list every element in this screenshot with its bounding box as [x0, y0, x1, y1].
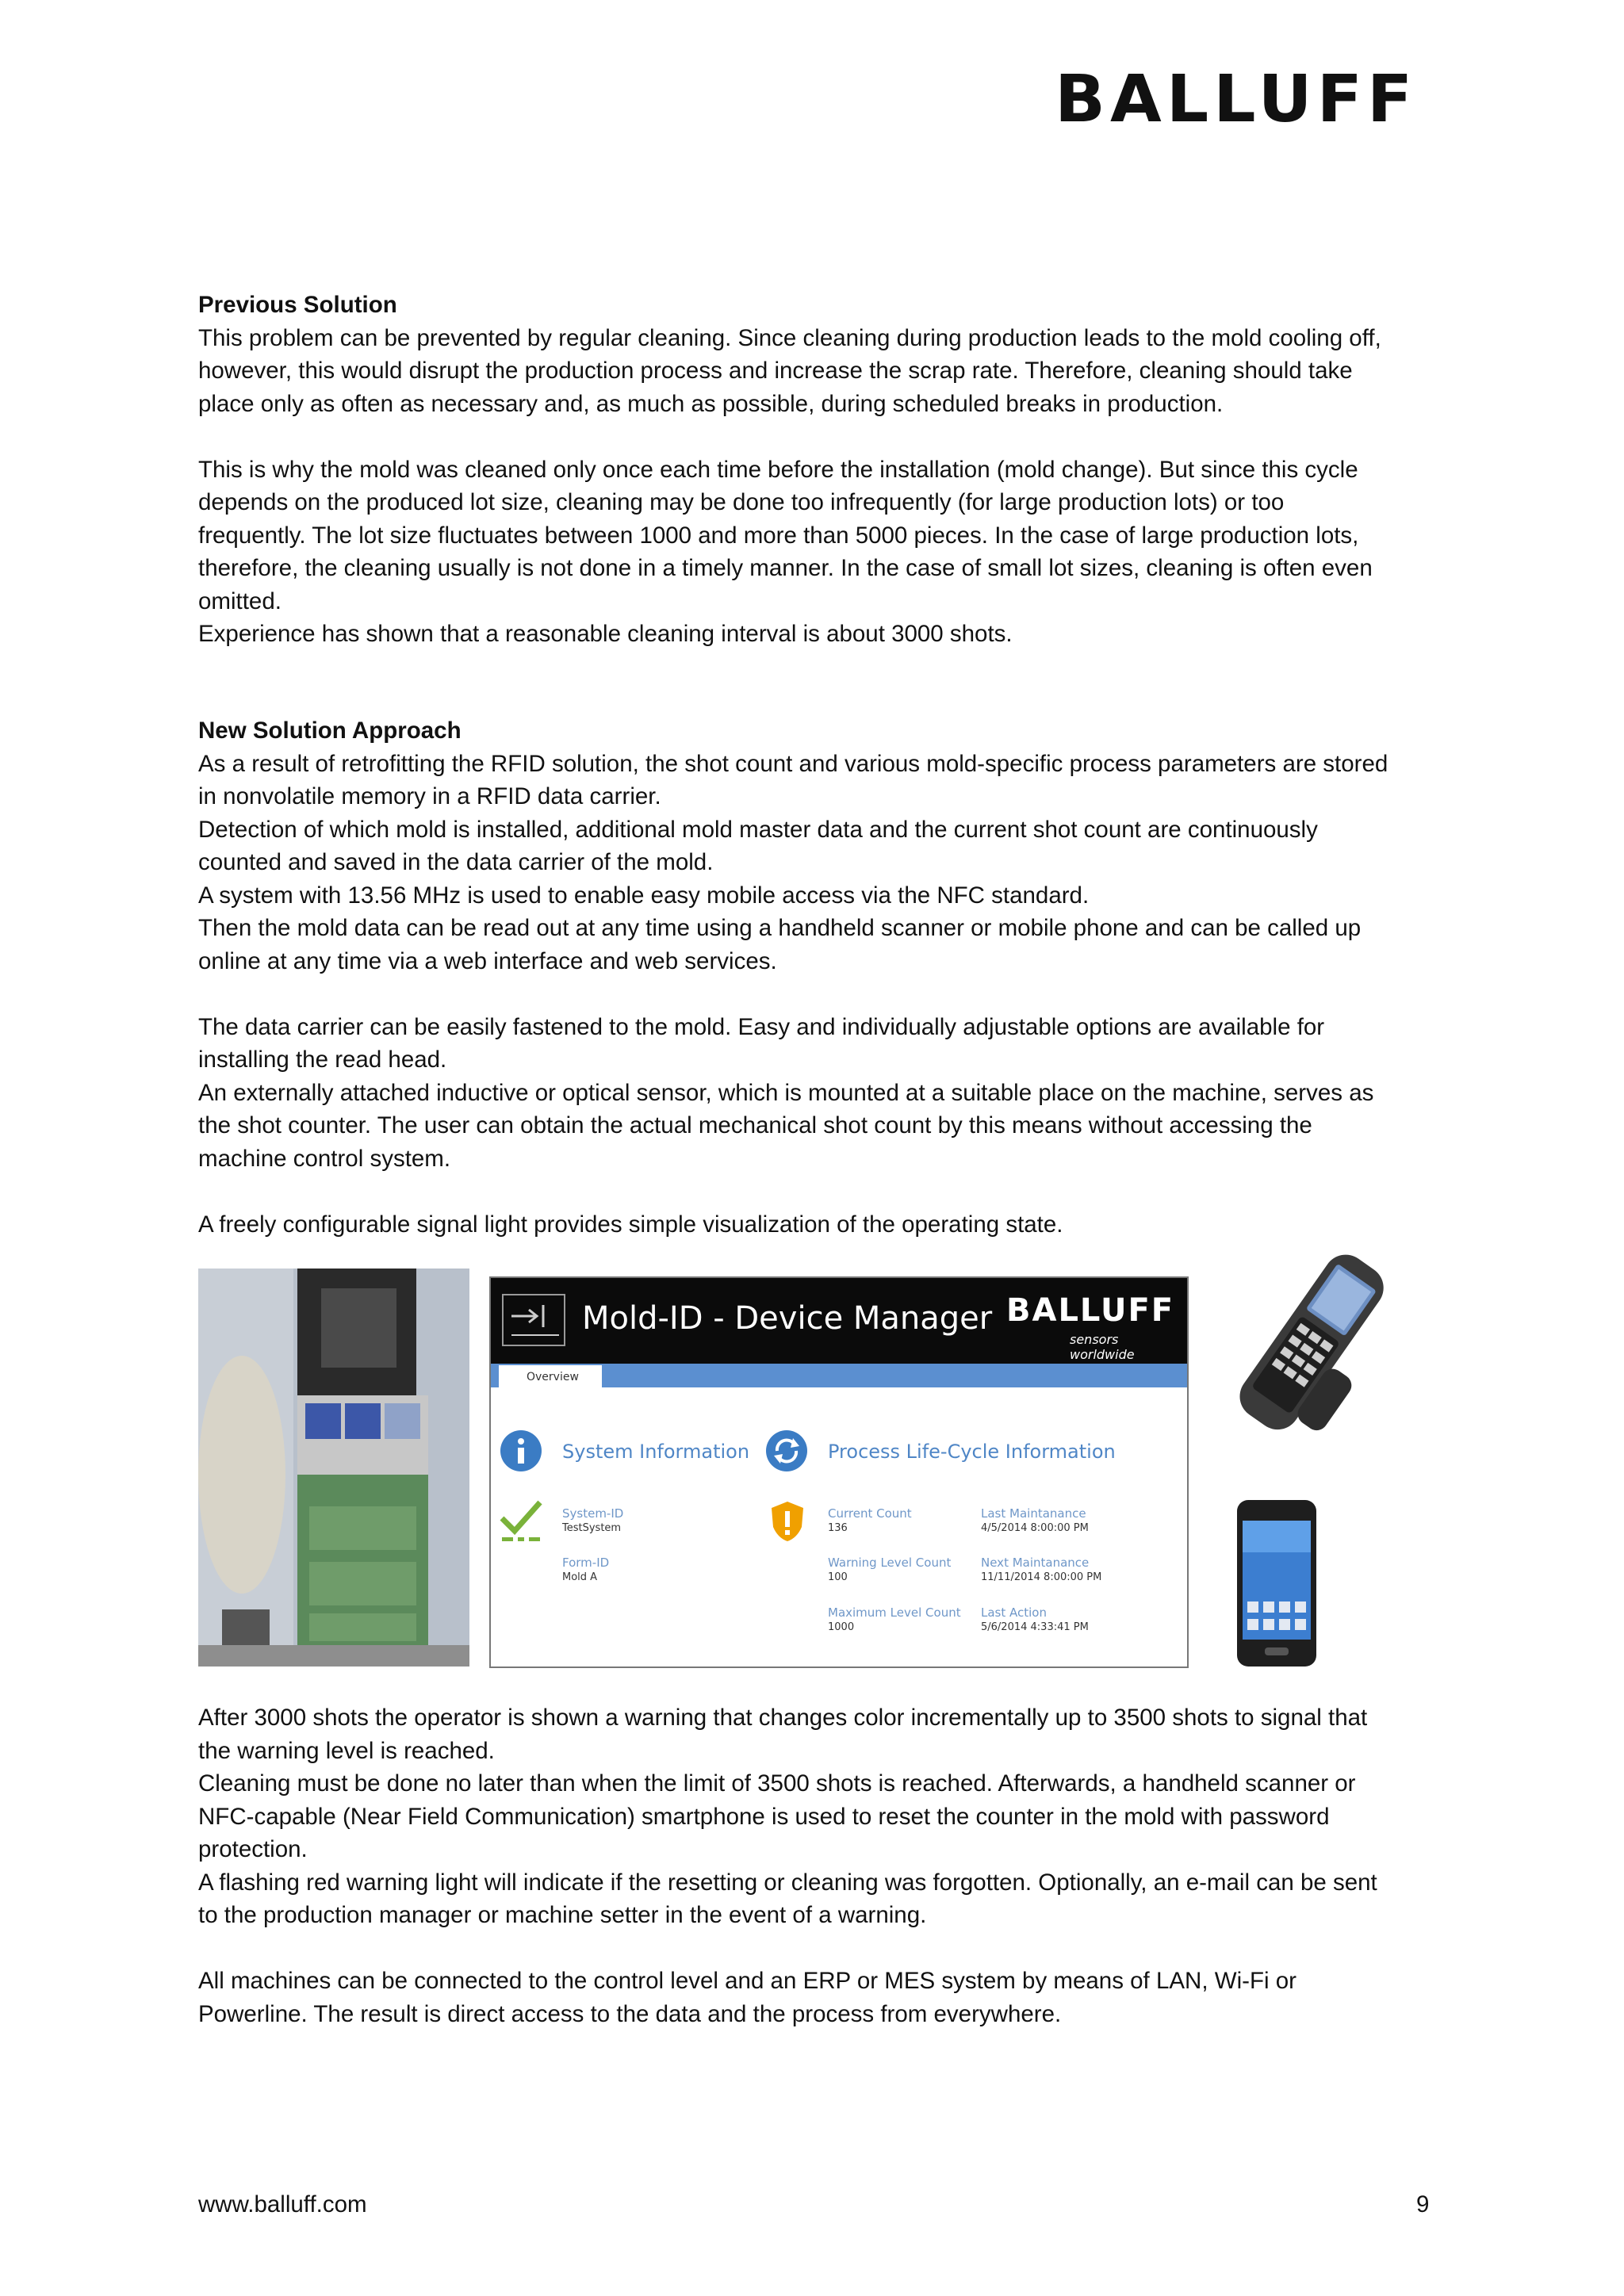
text-line: After 3000 shots the operator is shown a warning that changes color incrementally up to 3500 shots to signal that [198, 1705, 1368, 1731]
next-maintenance-value: 11/11/2014 8:00:00 PM [981, 1571, 1102, 1583]
text-line: protection. [198, 1836, 308, 1862]
dm-title: Mold-ID - Device Manager [582, 1300, 993, 1337]
text-line: place only as often as necessary and, as much as possible, during scheduled breaks in production. [198, 390, 1224, 417]
text-line: frequently. The lot size fluctuates between 1000 and more than 5000 pieces. In the case of large production lots, [198, 522, 1359, 549]
text-line: the warning level is reached. [198, 1737, 495, 1764]
text-line: installing the read head. [198, 1047, 447, 1073]
footer-url: www.balluff.com [198, 2191, 367, 2218]
warning-level-label: Warning Level Count [828, 1556, 952, 1570]
text-line: to the production manager or machine setter in the event of a warning. [198, 1902, 927, 1928]
text-line: This problem can be prevented by regular cleaning. Since cleaning during production leads to the mold cooling off, [198, 324, 1381, 351]
text-line: therefore, the cleaning usually is not done in a timely manner. In the case of small lot sizes, cleaning is often even [198, 555, 1373, 581]
paragraph [198, 322, 1459, 421]
device-manager-screenshot [489, 1276, 1189, 1668]
text-line: The data carrier can be easily fastened to the mold. Easy and individually adjustable options are available for [198, 1013, 1325, 1040]
paragraph [198, 748, 1459, 978]
text-line: Then the mold data can be read out at any time using a handheld scanner or mobile phone and can be called up [198, 915, 1362, 941]
handheld-scanner-photo [1205, 1237, 1411, 1443]
text-line: counted and saved in the data carrier of the mold. [198, 849, 714, 875]
max-level-value: 1000 [828, 1621, 855, 1633]
tab-overview[interactable]: Overview [499, 1365, 602, 1389]
section-heading: New Solution Approach [198, 718, 462, 744]
text-line: A system with 13.56 MHz is used to enable easy mobile access via the NFC standard. [198, 882, 1090, 909]
text-line: NFC-capable (Near Field Communication) smartphone is used to reset the counter in the mold with password [198, 1803, 1330, 1830]
text-line: An externally attached inductive or optical sensor, which is mounted at a suitable place on the machine, serves as [198, 1079, 1374, 1106]
machine-photo [198, 1269, 469, 1667]
last-maintenance-value: 4/5/2014 8:00:00 PM [981, 1522, 1089, 1534]
paragraph [198, 1965, 1459, 2030]
form-id-value: Mold A [562, 1571, 598, 1583]
text-line: online at any time via a web interface and web services. [198, 947, 777, 974]
form-id-label: Form-ID [562, 1556, 610, 1570]
current-count-value: 136 [828, 1522, 848, 1534]
current-count-label: Current Count [828, 1506, 912, 1521]
text-line: the shot counter. The user can obtain the actual mechanical shot count by this means without accessing the [198, 1112, 1312, 1138]
system-info-title: System Information [562, 1441, 750, 1463]
text-line: A freely configurable signal light provides simple visualization of the operating state. [198, 1211, 1063, 1238]
page-number: 9 [1416, 2191, 1430, 2218]
system-id-value: TestSystem [562, 1522, 622, 1534]
device-arrow-icon [502, 1294, 565, 1346]
text-line: omitted. [198, 587, 282, 614]
text-line: All machines can be connected to the control level and an ERP or MES system by means of LAN, Wi-Fi or [198, 1968, 1297, 1994]
text-line: Cleaning must be done no later than when the limit of 3500 shots is reached. Afterwards, a handheld scanner or [198, 1770, 1356, 1797]
next-maintenance-label: Next Maintanance [981, 1556, 1090, 1570]
smartphone-photo [1233, 1498, 1320, 1669]
text-line: Detection of which mold is installed, additional mold master data and the current shot count are continuously [198, 816, 1318, 843]
paragraph [198, 1208, 1459, 1242]
text-line: Experience has shown that a reasonable cleaning interval is about 3000 shots. [198, 621, 1013, 647]
last-action-label: Last Action [981, 1605, 1047, 1620]
text-line: A flashing red warning light will indicate if the resetting or cleaning was forgotten. Optionally, an e-mail can be sent [198, 1869, 1377, 1896]
text-line: in nonvolatile memory in a RFID data carrier. [198, 783, 661, 809]
warning-level-value: 100 [828, 1571, 848, 1583]
process-info-title: Process Life-Cycle Information [828, 1441, 1116, 1463]
dm-brand-logo: BALLUFF [1006, 1292, 1175, 1329]
text-line: however, this would disrupt the production process and increase the scrap rate. Therefore, cleaning should take [198, 358, 1353, 384]
section-heading: Previous Solution [198, 292, 397, 318]
info-icon [499, 1429, 543, 1473]
system-id-label: System-ID [562, 1506, 624, 1521]
last-action-value: 5/6/2014 4:33:41 PM [981, 1621, 1089, 1633]
warning-process-section [198, 1701, 1459, 2030]
balluff-logo: BALLUFF [1055, 62, 1418, 137]
max-level-label: Maximum Level Count [828, 1605, 961, 1620]
text-line: This is why the mold was cleaned only once each time before the installation (mold change). But since this cycle [198, 456, 1358, 483]
paragraph [198, 1701, 1459, 1932]
paragraph [198, 1011, 1459, 1176]
text-line: machine control system. [198, 1145, 451, 1172]
new-solution-section [198, 714, 1459, 1241]
text-line: depends on the produced lot size, cleaning may be done too infrequently (for large production lots) or too [198, 489, 1285, 515]
warning-shield-icon [770, 1500, 805, 1543]
last-maintenance-label: Last Maintanance [981, 1506, 1086, 1521]
text-line: As a result of retrofitting the RFID solution, the shot count and various mold-specific process parameters are stored [198, 750, 1388, 777]
checkmark-icon [499, 1496, 543, 1545]
refresh-icon [764, 1429, 809, 1473]
previous-solution-section [198, 289, 1459, 651]
text-line: Powerline. The result is direct access to the data and the process from everywhere. [198, 2000, 1062, 2027]
dm-tagline: sensors worldwide [1070, 1332, 1135, 1362]
paragraph [198, 453, 1459, 651]
